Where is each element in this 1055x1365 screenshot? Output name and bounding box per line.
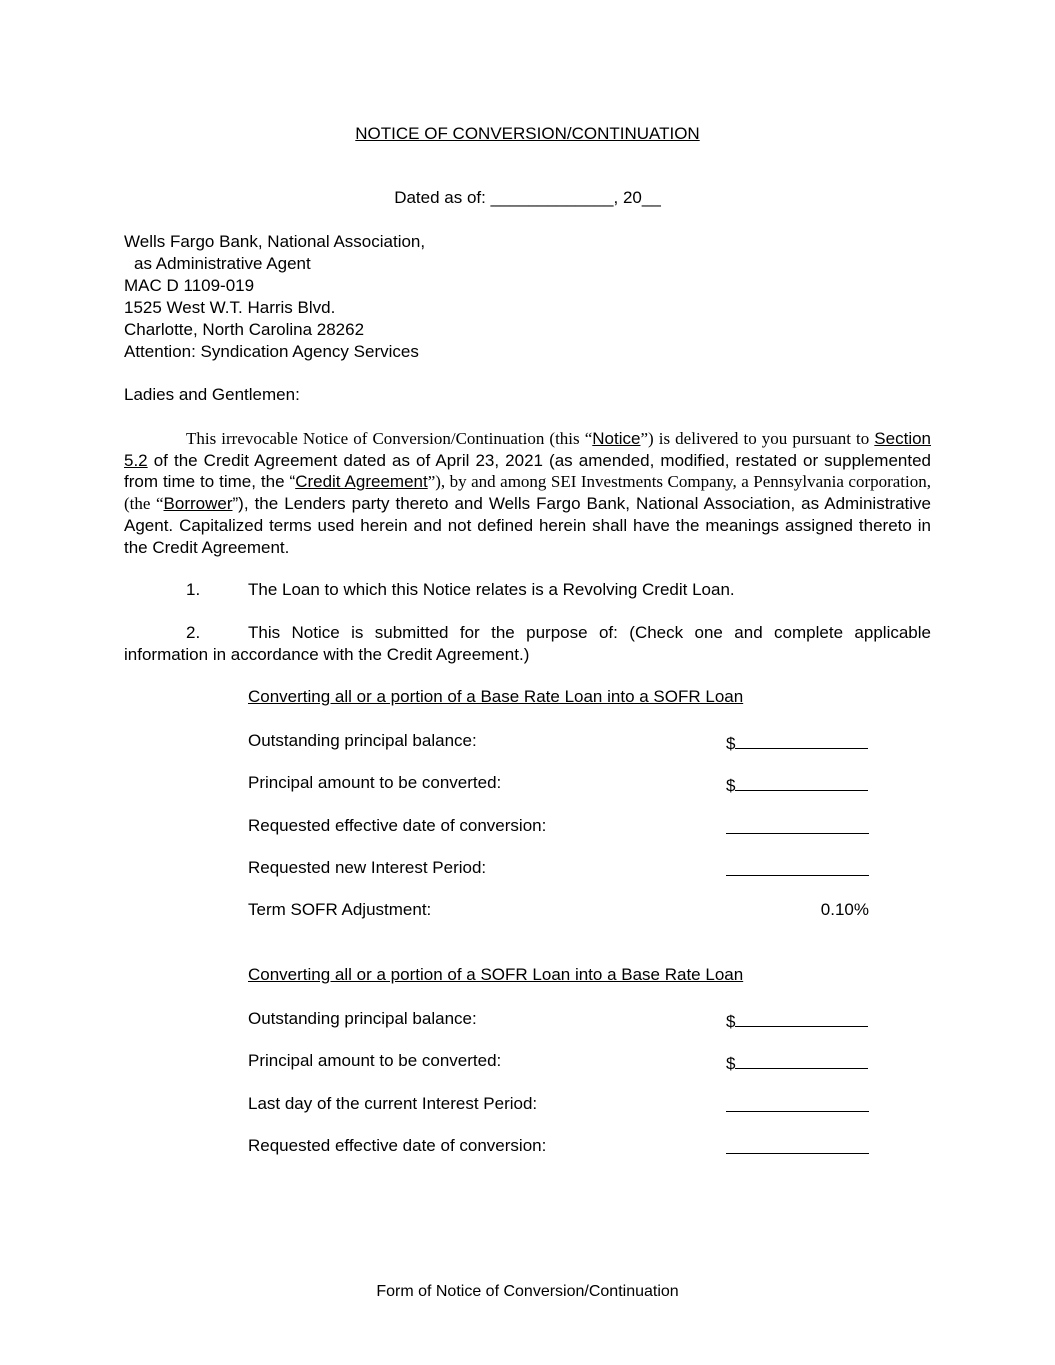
section-a-row-field[interactable] bbox=[726, 816, 869, 839]
blank-line bbox=[726, 1094, 869, 1112]
intro-text-5: ”), the Lenders party thereto and Wells Fargo Bank, National Association, as Administrative Agent. Capitalized terms used herein and not defined herein shall have the meanings assigned thereto in the Credit Agreement. bbox=[124, 494, 931, 557]
section-b-row-label: Principal amount to be converted: bbox=[248, 1051, 502, 1070]
dollar-sign: $ bbox=[726, 734, 736, 753]
blank-line bbox=[735, 1009, 868, 1027]
blank-line bbox=[726, 858, 869, 876]
blank-line bbox=[735, 773, 868, 791]
blank-line bbox=[726, 1136, 869, 1154]
section-b-row-field[interactable] bbox=[726, 1009, 869, 1032]
blank-line bbox=[735, 731, 868, 749]
address-line-2: as Administrative Agent bbox=[134, 254, 311, 273]
intro-text-3: of the Credit Agreement dated as of April 23, 2021 (as amended, modified, restated or supplemented from time to time, the “ bbox=[124, 450, 931, 492]
section-b-row-label: Requested effective date of conversion: bbox=[248, 1136, 547, 1155]
dated-date-blank: _____________ bbox=[490, 188, 614, 207]
section-b-heading: Converting all or a portion of a SOFR Loan into a Base Rate Loan bbox=[248, 965, 744, 984]
section-a-row-label: Principal amount to be converted: bbox=[248, 773, 502, 792]
dollar-sign: $ bbox=[726, 776, 736, 795]
section-b-row-label: Last day of the current Interest Period: bbox=[248, 1094, 538, 1113]
section-a-row-label: Term SOFR Adjustment: bbox=[248, 900, 432, 919]
intro-text-4: ”), by and among SEI Investments Company, a Pennsylvania corporation, (the “ bbox=[124, 472, 932, 514]
dollar-sign: $ bbox=[726, 1012, 736, 1031]
defined-term-borrower: Borrower bbox=[163, 494, 233, 514]
item-2-paragraph bbox=[124, 622, 931, 665]
dated-year-prefix: , 20 bbox=[613, 188, 642, 207]
item-1-text: The Loan to which this Notice relates is a Revolving Credit Loan. bbox=[248, 580, 735, 599]
item-2-text: This Notice is submitted for the purpose of: (Check one and complete applicable information in accordance with the Credit Agreement.) bbox=[124, 623, 931, 664]
address-line-5: Charlotte, North Carolina 28262 bbox=[124, 320, 365, 339]
address-line-1: Wells Fargo Bank, National Association, bbox=[124, 232, 426, 251]
document-title: NOTICE OF CONVERSION/CONTINUATION bbox=[355, 124, 700, 143]
section-a-row-field[interactable] bbox=[726, 731, 869, 754]
section-b-row-field[interactable] bbox=[726, 1094, 869, 1117]
address-line-6: Attention: Syndication Agency Services bbox=[124, 342, 419, 361]
intro-paragraph bbox=[124, 428, 931, 558]
section-b-row-label: Outstanding principal balance: bbox=[248, 1009, 477, 1028]
section-b-row-field[interactable] bbox=[726, 1051, 869, 1074]
item-2-number: 2. bbox=[186, 623, 201, 642]
dollar-sign: $ bbox=[726, 1054, 736, 1073]
blank-line bbox=[735, 1051, 868, 1069]
section-a-row-label: Requested effective date of conversion: bbox=[248, 816, 547, 835]
item-1-number: 1. bbox=[186, 580, 201, 599]
section-a-heading: Converting all or a portion of a Base Rate Loan into a SOFR Loan bbox=[248, 687, 744, 706]
page-footer: Form of Notice of Conversion/Continuation bbox=[376, 1283, 679, 1300]
blank-line bbox=[726, 816, 869, 834]
section-b-row-field[interactable] bbox=[726, 1136, 869, 1159]
section-a-row-field[interactable] bbox=[726, 858, 869, 881]
defined-term-notice: Notice bbox=[592, 429, 641, 448]
salutation: Ladies and Gentlemen: bbox=[124, 385, 300, 404]
dated-label: Dated as of: bbox=[394, 188, 486, 207]
section-a-row-field[interactable] bbox=[726, 773, 869, 796]
intro-text-1: This irrevocable Notice of Conversion/Continuation (this “ bbox=[186, 429, 593, 448]
section-a-row-label: Outstanding principal balance: bbox=[248, 731, 477, 750]
address-line-4: 1525 West W.T. Harris Blvd. bbox=[124, 298, 336, 317]
intro-text-2: ”) is delivered to you pursuant to bbox=[640, 429, 875, 448]
section-reference: Section 5.2 bbox=[124, 429, 931, 470]
address-line-3: MAC D 1109-019 bbox=[124, 276, 255, 295]
dated-year-blank: __ bbox=[641, 188, 661, 207]
dated-line bbox=[0, 188, 1055, 208]
section-a-row-label: Requested new Interest Period: bbox=[248, 858, 487, 877]
defined-term-credit-agreement: Credit Agreement bbox=[295, 472, 428, 492]
term-sofr-adjustment-value: 0.10% bbox=[820, 900, 869, 919]
